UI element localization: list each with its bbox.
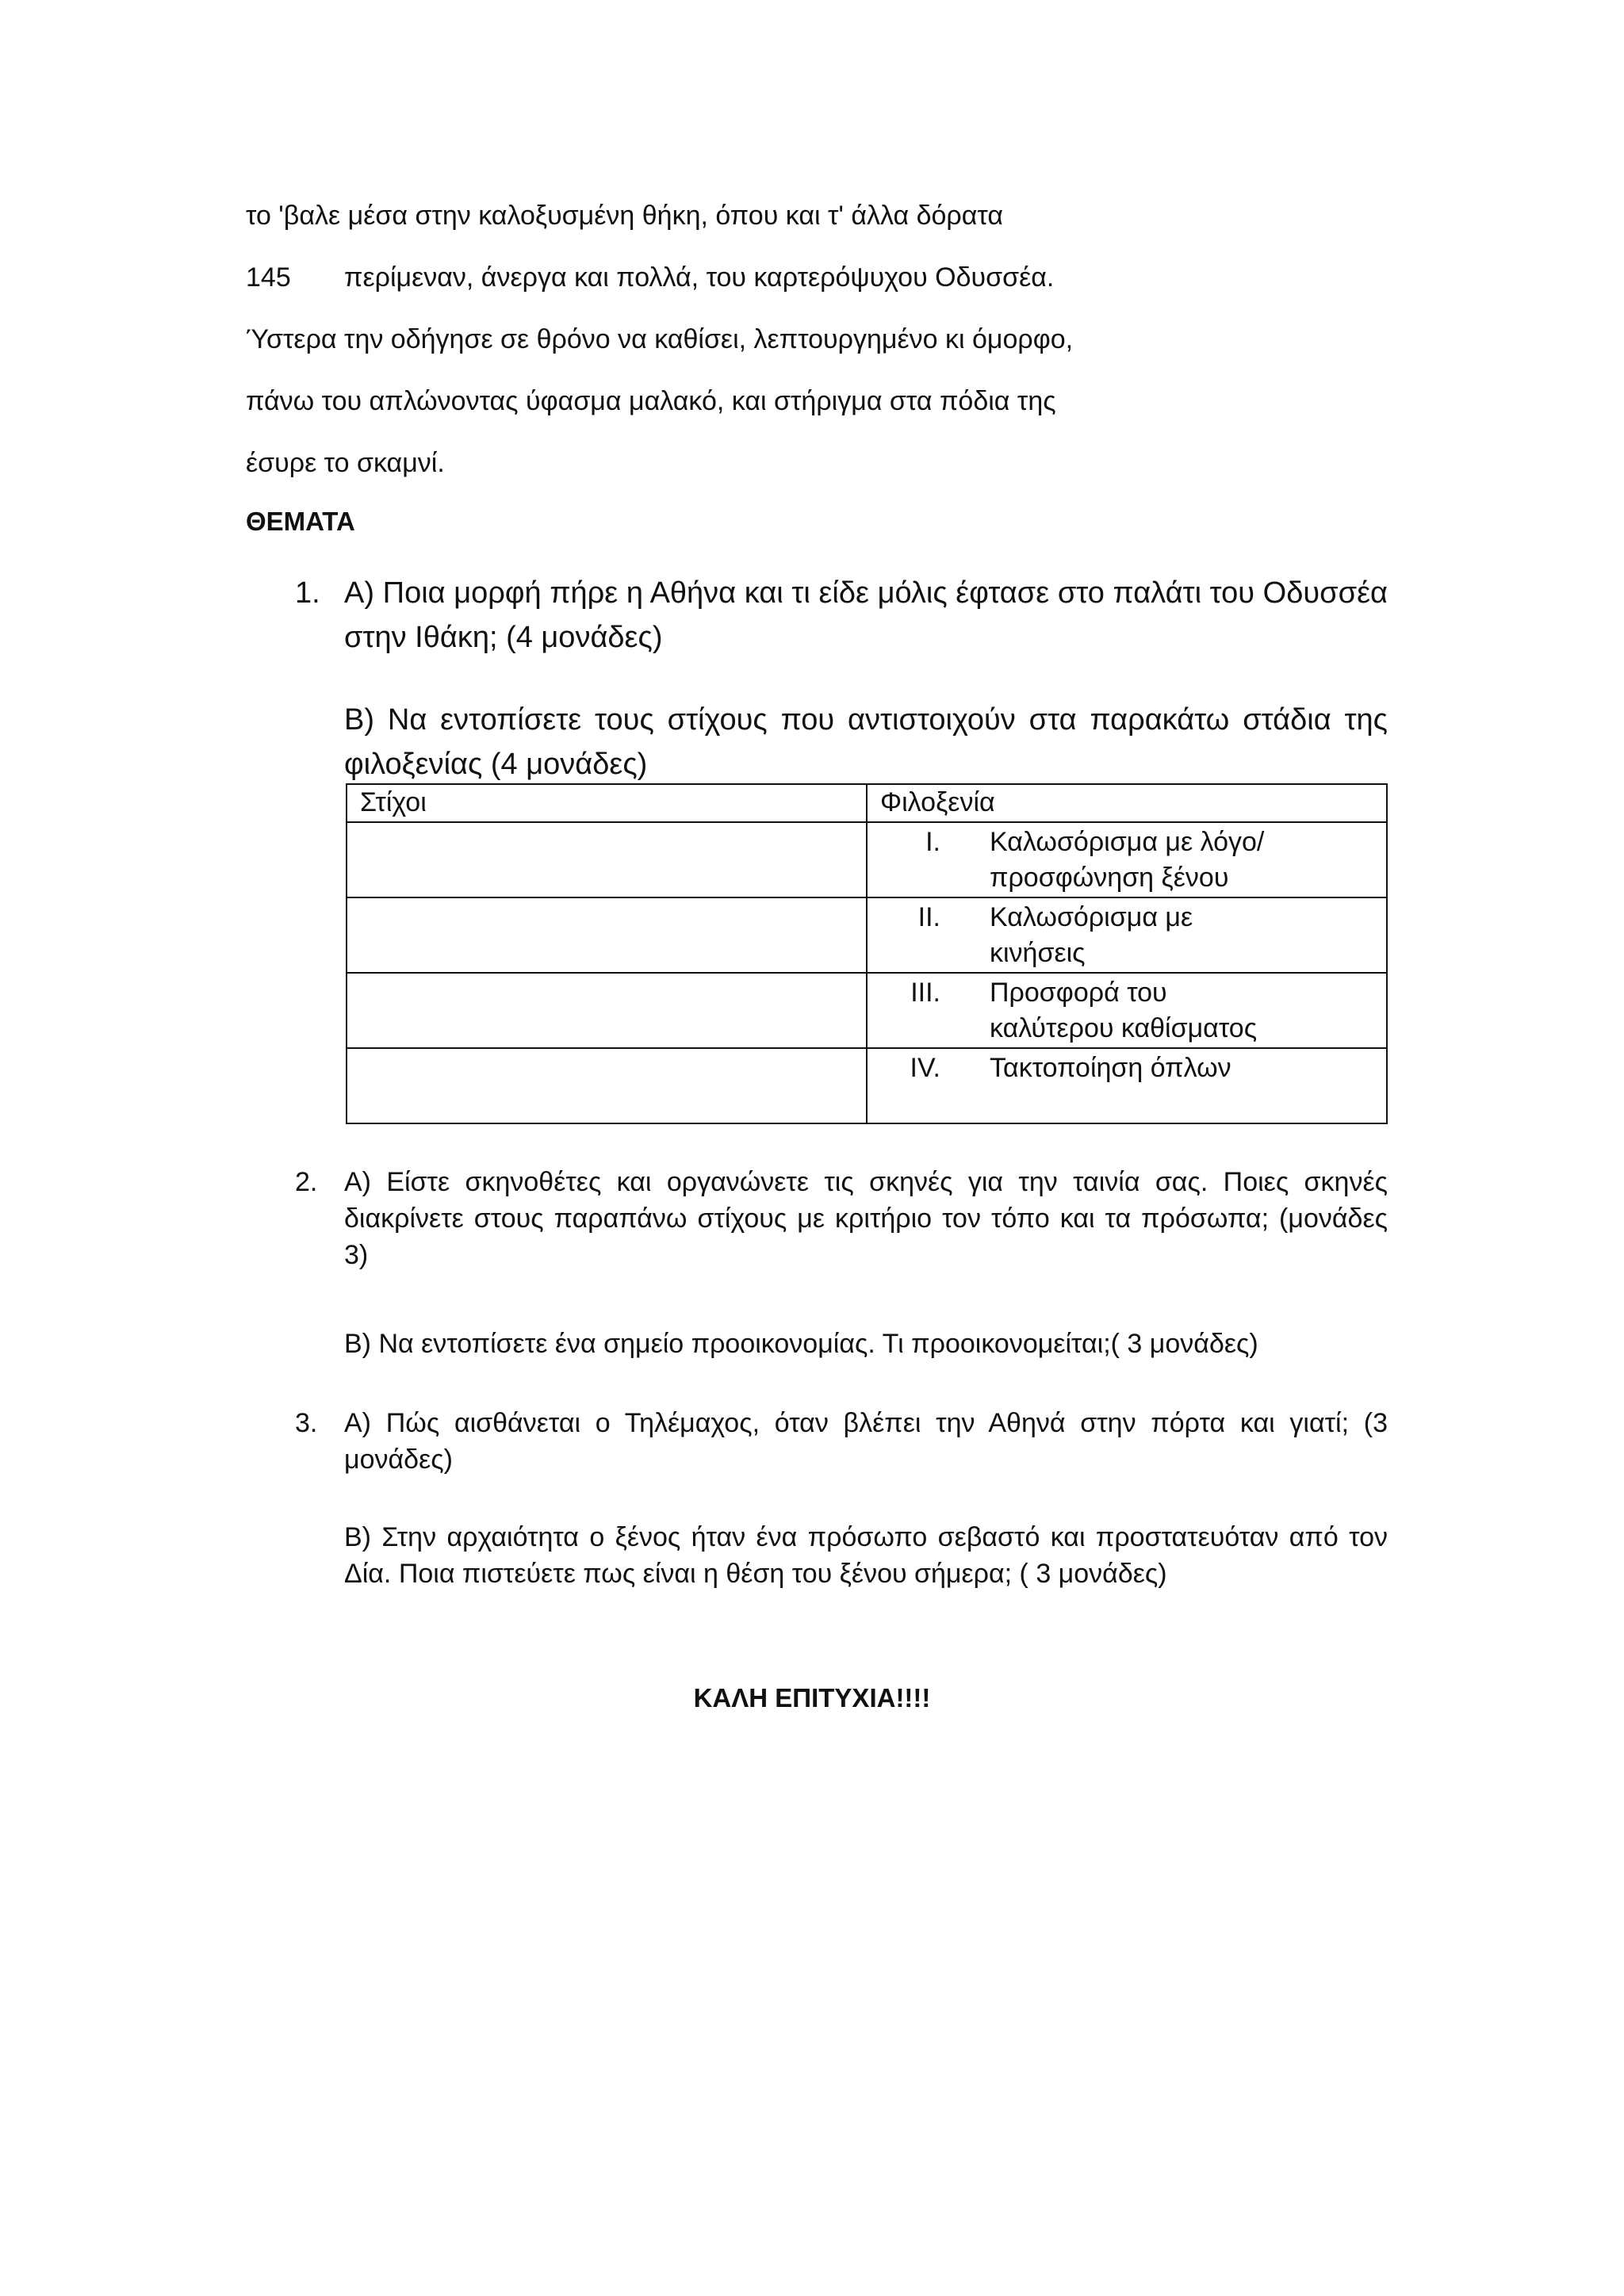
- poem-line-text: το 'βαλε μέσα στην καλοξυσμένη θήκη, όπου και τ' άλλα δόρατα: [246, 201, 1004, 231]
- table-header-row: [347, 784, 1387, 822]
- stage-cell: [867, 897, 1387, 973]
- stage-cell: [867, 973, 1387, 1048]
- poem-line-text: πάνω του απλώνοντας ύφασμα μαλακό, και στήριγμα στα πόδια της: [246, 386, 1056, 416]
- question-3-part-a: Α) Πώς αισθάνεται ο Τηλέμαχος, όταν βλέπει την Αθηνά στην πόρτα και γιατί; (3 μονάδες): [344, 1408, 1388, 1475]
- stage-text: Καλωσόρισμα με λόγο/ προσφώνηση ξένου: [990, 827, 1265, 893]
- question-3-part-b: Β) Στην αρχαιότητα ο ξένος ήταν ένα πρόσωπο σεβαστό και προστατευόταν από τον Δία. Ποια πιστεύετε πως είναι η θέση του ξένου σήμερα; ( 3 μονάδες): [344, 1522, 1388, 1589]
- stage-text: Καλωσόρισμα με κινήσεις: [990, 902, 1193, 968]
- question-1-part-a: Α) Ποια μορφή πήρε η Αθήνα και τι είδε μόλις έφτασε στο παλάτι του Οδυσσέα στην Ιθάκη; (4 μονάδες): [344, 576, 1388, 654]
- verses-cell[interactable]: [347, 897, 867, 973]
- poem-line: [246, 323, 1073, 355]
- stage-cell: [867, 822, 1387, 897]
- table-header-hospitality: Φιλοξενία: [867, 784, 1387, 822]
- table-header-verses: Στίχοι: [347, 784, 867, 822]
- poem-line: [246, 200, 1003, 232]
- section-heading: ΘΕΜΑΤΑ: [246, 507, 355, 536]
- table-row: [347, 822, 1387, 897]
- question-2-part-a: Α) Είστε σκηνοθέτες και οργανώνετε τις σκηνές για την ταινία σας. Ποιες σκηνές διακρίνετε στους παραπάνω στίχους με κριτήριο τον τόπο και τα πρόσωπα; (μονάδες 3): [344, 1167, 1388, 1270]
- question-2-part-b: Β) Να εντοπίσετε ένα σημείο προοικονομίας. Τι προοικονομείται;( 3 μονάδες): [344, 1329, 1258, 1359]
- question-number: 2.: [295, 1167, 318, 1197]
- stage-text: Τακτοποίηση όπλων: [990, 1053, 1231, 1083]
- stage-cell: [867, 1048, 1387, 1123]
- verses-cell[interactable]: [347, 822, 867, 897]
- roman-numeral: II.: [917, 902, 940, 932]
- roman-numeral: IV.: [910, 1053, 940, 1083]
- roman-numeral: I.: [925, 827, 940, 857]
- question-1-part-b: Β) Να εντοπίσετε τους στίχους που αντιστοιχούν στα παρακάτω στάδια της φιλοξενίας (4 μονάδες): [344, 703, 1388, 781]
- poem-line-text: έσυρε το σκαμνί.: [246, 448, 445, 478]
- poem-line-text: Ύστερα την οδήγησε σε θρόνο να καθίσει, λεπτουργημένο κι όμορφο,: [246, 324, 1074, 354]
- poem-line-text: περίμεναν, άνεργα και πολλά, του καρτερόψυχου Οδυσσέα.: [344, 262, 1055, 293]
- poem-line: [246, 262, 1054, 293]
- hospitality-table: [346, 783, 1388, 1124]
- verses-cell[interactable]: [347, 973, 867, 1048]
- poem-line: [246, 385, 1056, 417]
- question-number: 1.: [295, 576, 320, 610]
- table-row: [347, 1048, 1387, 1123]
- table-row: [347, 973, 1387, 1048]
- roman-numeral: III.: [910, 978, 940, 1008]
- table-row: [347, 897, 1387, 973]
- line-number: 145: [246, 262, 291, 293]
- stage-text: Προσφορά του καλύτερου καθίσματος: [990, 978, 1258, 1043]
- question-number: 3.: [295, 1408, 318, 1438]
- verses-cell[interactable]: [347, 1048, 867, 1123]
- poem-line: [246, 447, 445, 479]
- closing-message: ΚΑΛΗ ΕΠΙΤΥΧΙΑ!!!!: [693, 1683, 931, 1712]
